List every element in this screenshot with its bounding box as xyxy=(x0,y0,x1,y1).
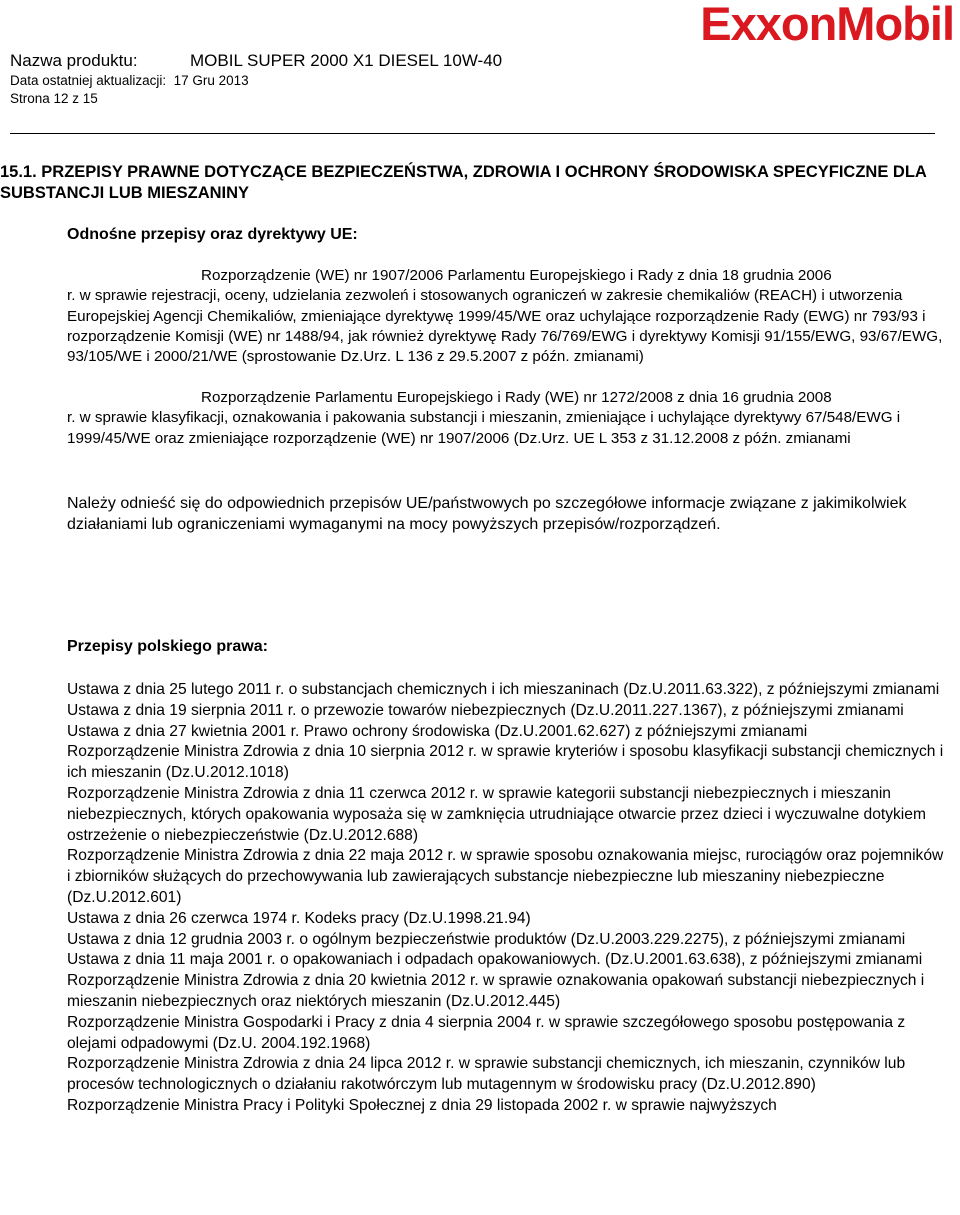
reference-note: Należy odnieść się do odpowiednich przepisów UE/państwowych po szczegółowe informacje związane z jakimikolwiek działaniami lub ograniczeniami wymaganymi na mocy powyższych przepisów/rozporządzeń. xyxy=(67,495,907,533)
eu-regulation-1-first-line: Rozporządzenie (WE) nr 1907/2006 Parlamentu Europejskiego i Rady z dnia 18 grudnia 2006 xyxy=(201,267,832,284)
list-item: Rozporządzenie Ministra Zdrowia z dnia 10 sierpnia 2012 r. w sprawie kryteriów i sposobu klasyfikacji substancji chemicznych i ich mieszanin (Dz.U.2012.1018) xyxy=(67,743,944,782)
eu-regulation-2 xyxy=(67,388,952,449)
list-item: Rozporządzenie Ministra Pracy i Polityki Społecznej z dnia 29 listopada 2002 r. w sprawie najwyższych xyxy=(67,1096,777,1114)
polish-law-list xyxy=(67,680,947,1117)
update-date-line xyxy=(10,73,502,90)
section-title: 15.1. PRZEPISY PRAWNE DOTYCZĄCE BEZPIECZEŃSTWA, ZDROWIA I OCHRONY ŚRODOWISKA SPECYFICZNE DLA SUBSTANCJI LUB MIESZANINY xyxy=(0,163,927,202)
product-label: Nazwa produktu: xyxy=(10,51,138,70)
header-divider xyxy=(10,133,935,134)
list-item: Ustawa z dnia 26 czerwca 1974 r. Kodeks pracy (Dz.U.1998.21.94) xyxy=(67,909,531,927)
list-item: Rozporządzenie Ministra Gospodarki i Pracy z dnia 4 sierpnia 2004 r. w sprawie szczegółowego sposobu postępowania z olejami odpadowymi (Dz.U. 2004.192.1968) xyxy=(67,1013,906,1052)
list-item: Rozporządzenie Ministra Zdrowia z dnia 11 czerwca 2012 r. w sprawie kategorii substancji niebezpiecznych i mieszanin niebezpiecznych, których opakowania wyposaża się w zamknięcia utrudniające otwarcie przez dzieci i wyczuwalne dotykiem ostrzeżenie o niebezpieczeństwie (Dz.U.2012.688) xyxy=(67,784,926,844)
page-number: Strona 12 z 15 xyxy=(10,91,98,107)
polish-law-heading: Przepisy polskiego prawa: xyxy=(67,638,268,655)
eu-regulation-2-first-line: Rozporządzenie Parlamentu Europejskiego i Rady (WE) nr 1272/2008 z dnia 16 grudnia 2008 xyxy=(201,389,832,406)
document-header xyxy=(10,50,502,108)
product-name-line xyxy=(10,50,502,71)
update-value: 17 Gru 2013 xyxy=(173,73,249,89)
list-item: Rozporządzenie Ministra Zdrowia z dnia 24 lipca 2012 r. w sprawie substancji chemicznych, ich mieszanin, czynników lub procesów technologicznych o działaniu rakotwórczym lub mutagennym w środowisku pracy (Dz.U.2012.890) xyxy=(67,1055,906,1094)
list-item: Ustawa z dnia 19 sierpnia 2011 r. o przewozie towarów niebezpiecznych (Dz.U.2011.227.1367), z późniejszymi zmianami xyxy=(67,701,904,719)
exxonmobil-logo: ExxonMobil xyxy=(700,0,954,50)
list-item: Ustawa z dnia 27 kwietnia 2001 r. Prawo ochrony środowiska (Dz.U.2001.62.627) z późniejszymi zmianami xyxy=(67,722,808,740)
list-item: Rozporządzenie Ministra Zdrowia z dnia 20 kwietnia 2012 r. w sprawie oznakowania opakowań substancji niebezpiecznych i mieszanin niebezpiecznych oraz niektórych mieszanin (Dz.U.2012.445) xyxy=(67,972,925,1010)
list-item: Ustawa z dnia 25 lutego 2011 r. o substancjach chemicznych i ich mieszaninach (Dz.U.2011.63.322), z późniejszymi zmianami xyxy=(67,681,940,698)
eu-heading: Odnośne przepisy oraz dyrektywy UE: xyxy=(67,226,358,243)
eu-regulation-2-text: r. w sprawie klasyfikacji, oznakowania i pakowania substancji i mieszanin, zmieniające i uchylające dyrektywy 67/548/EWG i 1999/45/WE oraz zmieniające rozporządzenie (WE) nr 1907/2006 (Dz.Urz. UE L 353 z 31.12.2008 z późn. zmianami xyxy=(67,409,901,447)
list-item: Ustawa z dnia 12 grudnia 2003 r. o ogólnym bezpieczeństwie produktów (Dz.U.2003.229.2275), z późniejszymi zmianami xyxy=(67,930,906,948)
product-value: MOBIL SUPER 2000 X1 DIESEL 10W-40 xyxy=(190,51,503,70)
update-label: Data ostatniej aktualizacji: xyxy=(10,73,167,89)
eu-regulation-1-text: r. w sprawie rejestracji, oceny, udzielania zezwoleń i stosowanych ograniczeń w zakresie chemikaliów (REACH) i utworzenia Europejskiej Agencji Chemikaliów, zmieniające dyrektywę 1999/45/WE oraz uchylające rozporządzenie Rady (EWG) nr 793/93 i rozporządzenie Komisji (WE) nr 1488/94, jak również dyrektywę Rady 76/769/EWG i dyrektywy Komisji 91/155/EWG, 93/67/EWG, 93/105/WE i 2000/21/WE (sprostowanie Dz.Urz. L 136 z 29.5.2007 z późn. zmianami) xyxy=(67,287,943,366)
eu-regulation-1 xyxy=(67,266,952,367)
list-item: Ustawa z dnia 11 maja 2001 r. o opakowaniach i odpadach opakowaniowych. (Dz.U.2001.63.638), z późniejszymi zmianami xyxy=(67,951,923,969)
list-item: Rozporządzenie Ministra Zdrowia z dnia 22 maja 2012 r. w sprawie sposobu oznakowania miejsc, rurociągów oraz pojemników i zbiorników służących do przechowywania lub zawierających substancje niebezpieczne lub mieszaniny niebezpieczne (Dz.U.2012.601) xyxy=(67,847,944,906)
